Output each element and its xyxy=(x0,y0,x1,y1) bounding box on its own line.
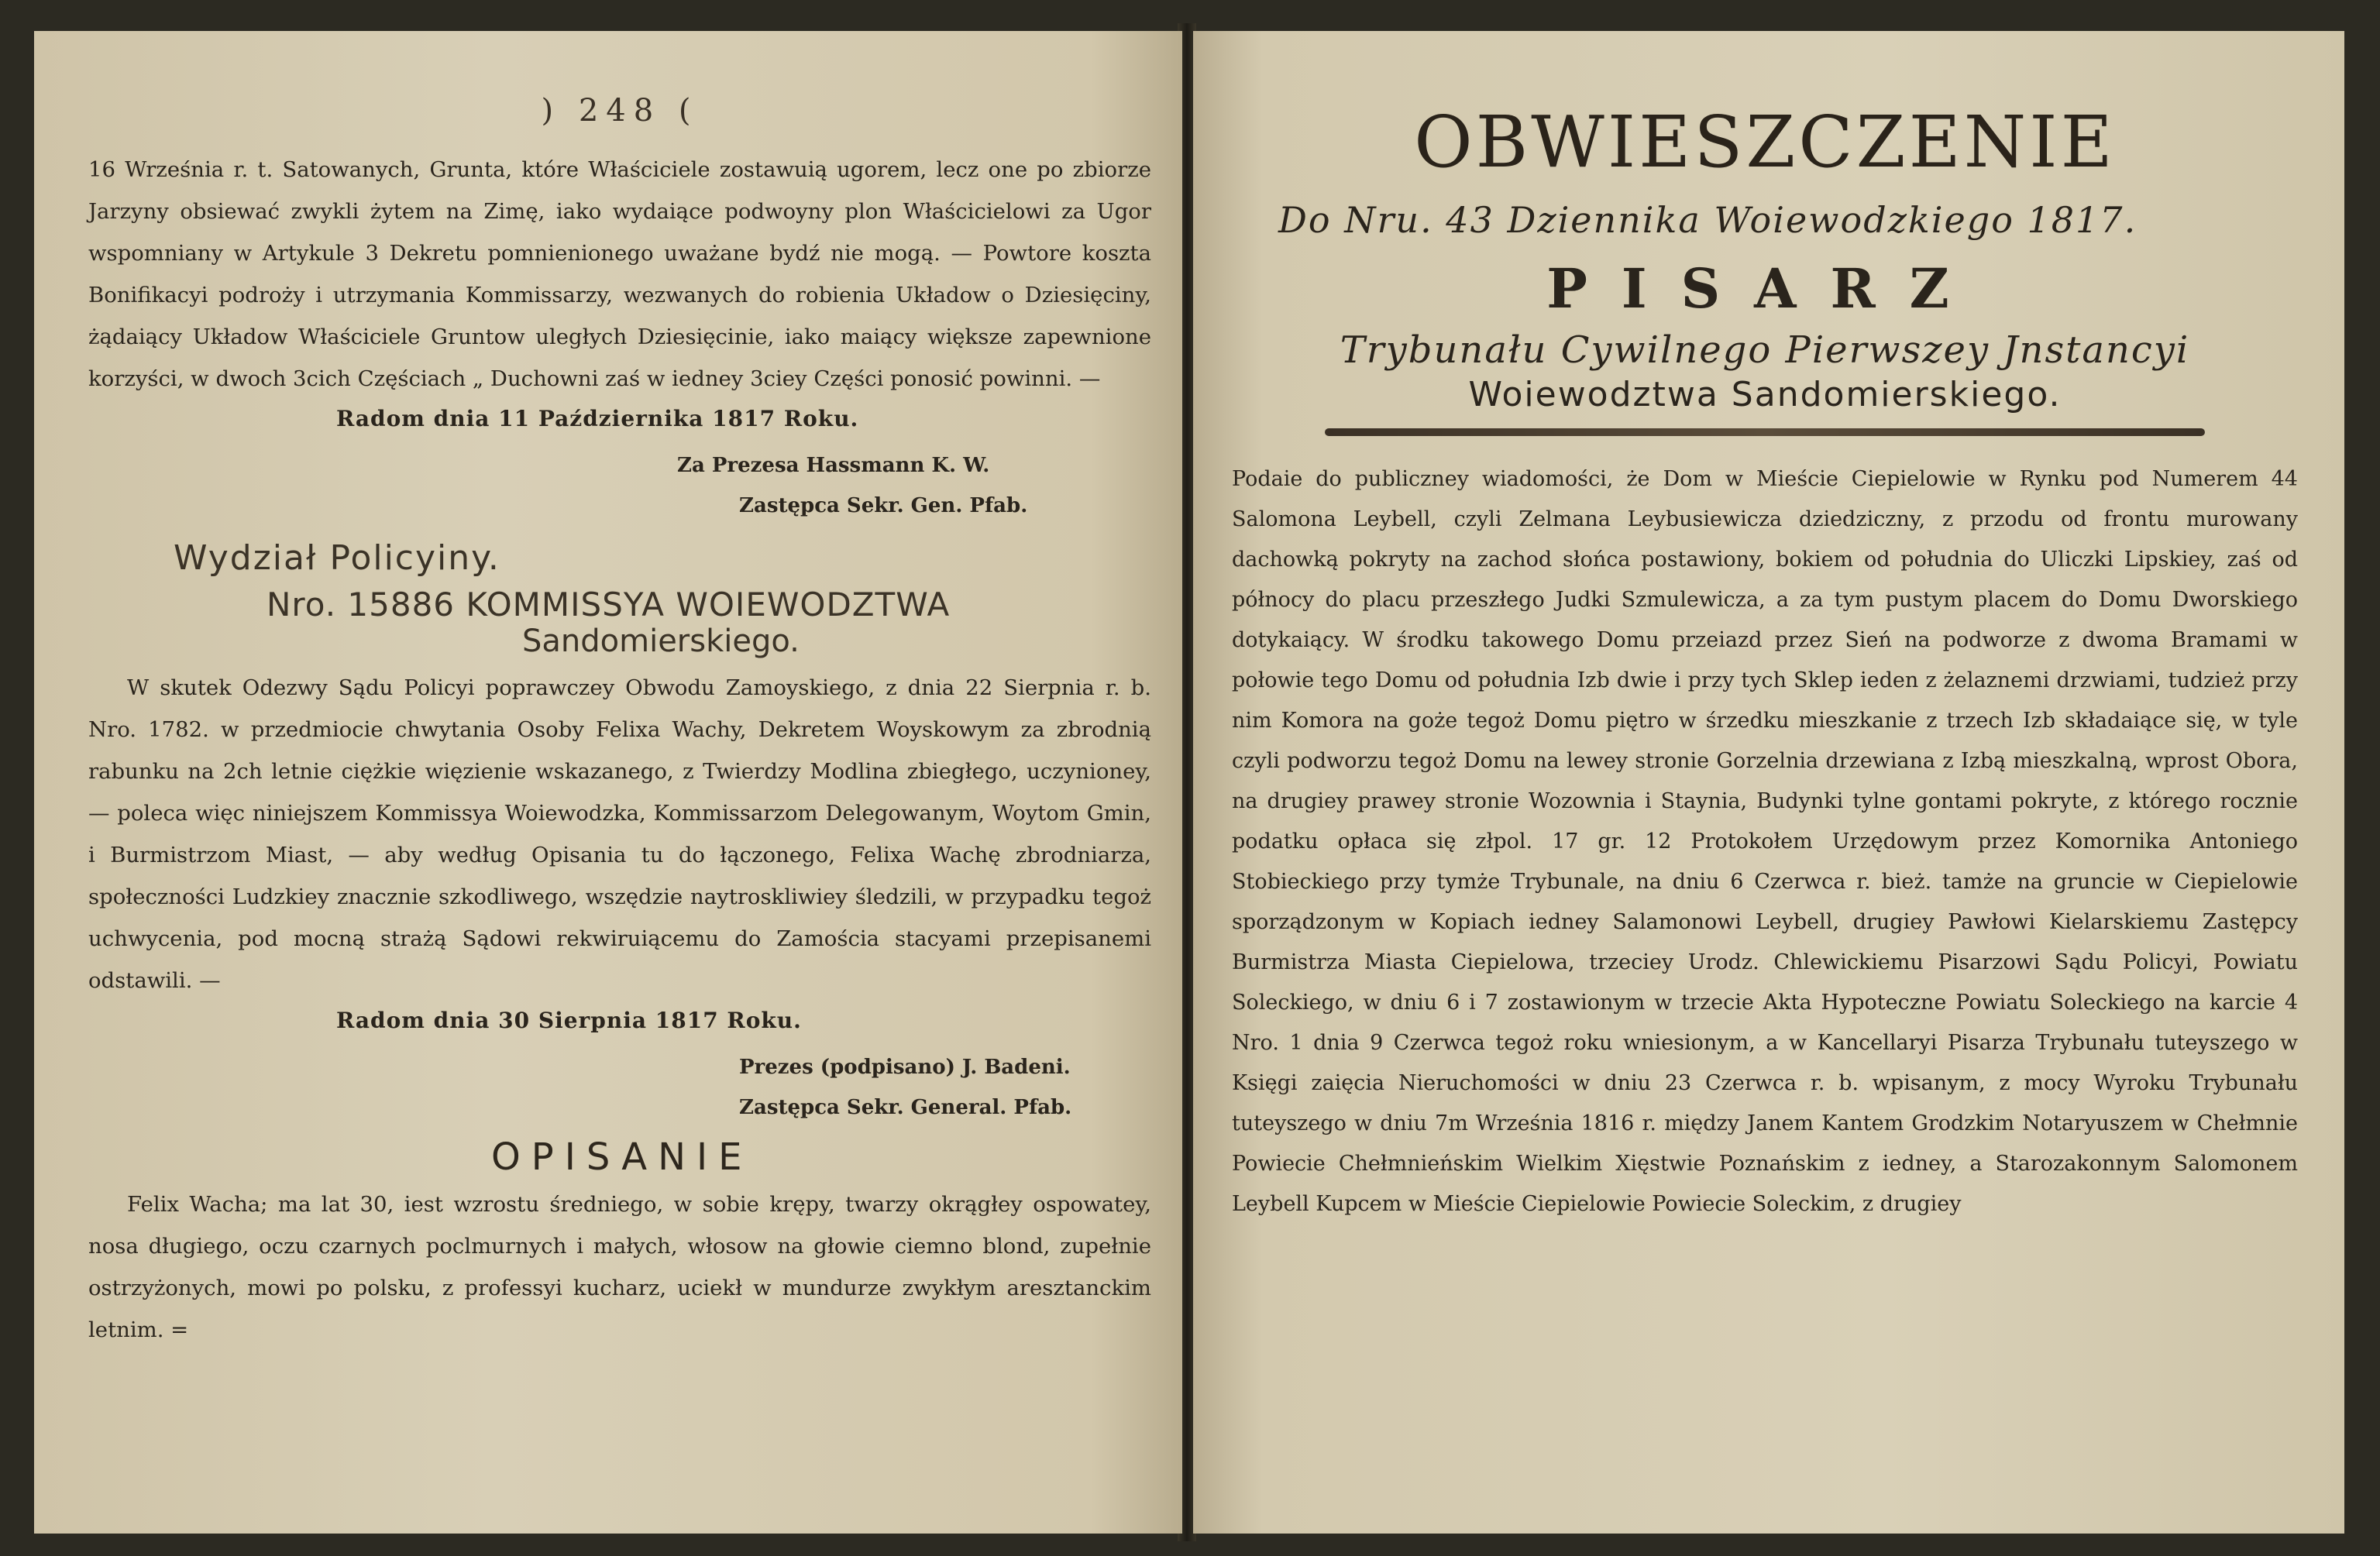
decorative-rule xyxy=(1325,428,2205,436)
section-heading-sandomierskiego: Sandomierskiego. xyxy=(522,623,800,659)
date-line-1: Radom dnia 11 Października 1817 Roku. xyxy=(336,406,859,431)
section-heading-wydzial: Wydział Policyiny. xyxy=(174,538,500,578)
signature-prezes: Za Prezesa Hassmann K. W. xyxy=(677,454,990,477)
paragraph-odezwa: W skutek Odezwy Sądu Policyi poprawczey Obwodu Zamoyskiego, z dnia 22 Sierpnia r. b. Nro. 1782. w przedmiocie chwytania Osoby Felixa Wachy, Dekretem Woyskowym za zbrodnią rabunku na 2ch letnie ciężkie więzienie wskazanego, z Twierdzy Modlina zbiegłego, uczynioney, — poleca więc niniejszem Kommissya Woiewodzka, Kommissarzom Delegowanym, Woytom Gmin, i Burmistrzom Miast, — aby według Opisania tu do łączonego, Felixa Wachę zbrodniarza, społeczności Ludzkiey znacznie szkodliwego, wszędzie naytroskliwiey śledzili, w przypadku tegoż uchwycenia, pod mocną strażą Sądowi rekwiruiącemu do Zamościa stacyami przepisanemi odstawili. — xyxy=(88,675,1151,993)
body-text: Podaie do publiczney wiadomości, że Dom w Mieście Ciepielowie w Rynku pod Numerem 44 Salomona Leybell, czyli Zelmana Leybusiewicza dziedziczny, z przodu od frontu murowany dachowką pokryty na zachod słońca postawiony, bokiem od południa do Uliczki Lipskiey, zaś od północy do placu przeszłego Judki Szmulewicza, a za tym pustym placem do Domu Dworskiego dotykaiący. W środku takowego Domu przeiazd przez Sień na podworze z dwoma Bramami w połowie tego Domu od południa Izb dwie i przy tych Sklep ieden z żelaznemi drzwiami, tudzież przy nim Komora na goże tegoż Domu piętro w śrzedku mieszkanie z trzech Izb składaiące się, w tyle czyli podworzu tegoż Domu na lewey stronie Gorzelnia drzewiana z Izbą mieszkalną, wprost Obora, na drugiey prawey stronie Wozownia i Staynia, Budynki tylne gontami pokryte, z którego rocznie podatku opłaca się złpol. 17 gr. 12 Protokołem Urzędowym przez Komornika Antoniego Stobieckiego przy tymże Trybunale, na dniu 6 Czerwca r. bież. tamże na gruncie w Ciepielowie sporządzonym w Kopiach iedney Salamonowi Leybell, drugiey Pawłowi Kielarskiemu Zastępcy Burmistrza Miasta Ciepielowa, trzeciey Urodz. Chlewickiemu Pisarzowi Sądu Policyi, Powiatu Soleckiego, w dniu 6 i 7 zostawionym w trzecie Akta Hypoteczne Powiatu Soleckiego na karcie 4 Nro. 1 dnia 9 Czerwca tegoż roku wniesionym, a w Kancellaryi Pisarza Trybunału tuteyszego w Księgi zaięcia Nieruchomości w dniu 23 Czerwca r. b. wpisanym, z mocy Wyroku Trybunału tuteyszego w dniu 7m Września 1816 r. między Janem Kantem Grodzkim Notaryuszem w Chełmnie Powiecie Chełmnieńskim Wielkim Xięstwie Poznańskim z iedney, a Starozakonnym Salomonem Leybell Kupcem w Mieście Ciepielowie Powiecie Soleckim, z drugiey xyxy=(1232,467,2298,1216)
subtitle-dziennik: Do Nru. 43 Dziennika Woiewodzkiego 1817. xyxy=(1278,199,2138,241)
paragraph-dziesieciny: 16 Września r. t. Satowanych, Grunta, które Właściciele zostawuią ugorem, lecz one po zbiorze Jarzyny obsiewać zwykli żytem na Zimę, iako wydaiące podwoyny plon Właścicielowi za Ugor wspomniany w Artykule 3 Dekretu pomnienionego uważane bydź nie mogą. — Powtore koszta Bonifikacyi podroży i utrzymania Kommissarzy, wezwanych do robienia Układow o Dziesięciny, żądaiący Układow Właściciele Gruntow uległych Dziesięcinie, iako maiący większe zapewnione korzyści, w dwoch 3cich Częściach „ Duchowni zaś w iedney 3ciey Części ponosić powinni. — xyxy=(88,157,1151,391)
heading-woiewodztwa: Woiewodztwa Sandomierskiego. xyxy=(1468,375,2062,414)
right-page xyxy=(1193,31,2344,1534)
heading-pisarz: PISARZ xyxy=(1546,256,1983,321)
left-page xyxy=(34,31,1182,1534)
paragraph-opisanie: Felix Wacha; ma lat 30, iest wzrostu średniego, w sobie krępy, twarzy okrągłey ospowatey, nosa długiego, oczu czarnych poclmurnych i małych, włosow na głowie ciemno blond, zupełnie ostrzyżonych, mowi po polsku, z professyi kucharz, uciekł w mundurze zwykłym aresztanckim letnim. = xyxy=(88,1192,1151,1342)
date-line-2: Radom dnia 30 Sierpnia 1817 Roku. xyxy=(336,1008,802,1033)
section-heading-kommissya: Nro. 15886 KOMMISSYA WOIEWODZTWA xyxy=(267,586,951,623)
page-number: ) 248 ( xyxy=(541,93,699,129)
signature-zastepca-2: Zastępca Sekr. General. Pfab. xyxy=(739,1096,1072,1119)
signature-prezes-2: Prezes (podpisano) J. Badeni. xyxy=(739,1056,1071,1079)
heading-trybunalu: Trybunału Cywilnego Pierwszey Jnstancyi xyxy=(1340,328,2190,372)
signature-zastepca: Zastępca Sekr. Gen. Pfab. xyxy=(739,494,1028,517)
title-obwieszczenie: OBWIESZCZENIE xyxy=(1414,101,2116,184)
heading-opisanie: OPISANIE xyxy=(491,1135,753,1179)
